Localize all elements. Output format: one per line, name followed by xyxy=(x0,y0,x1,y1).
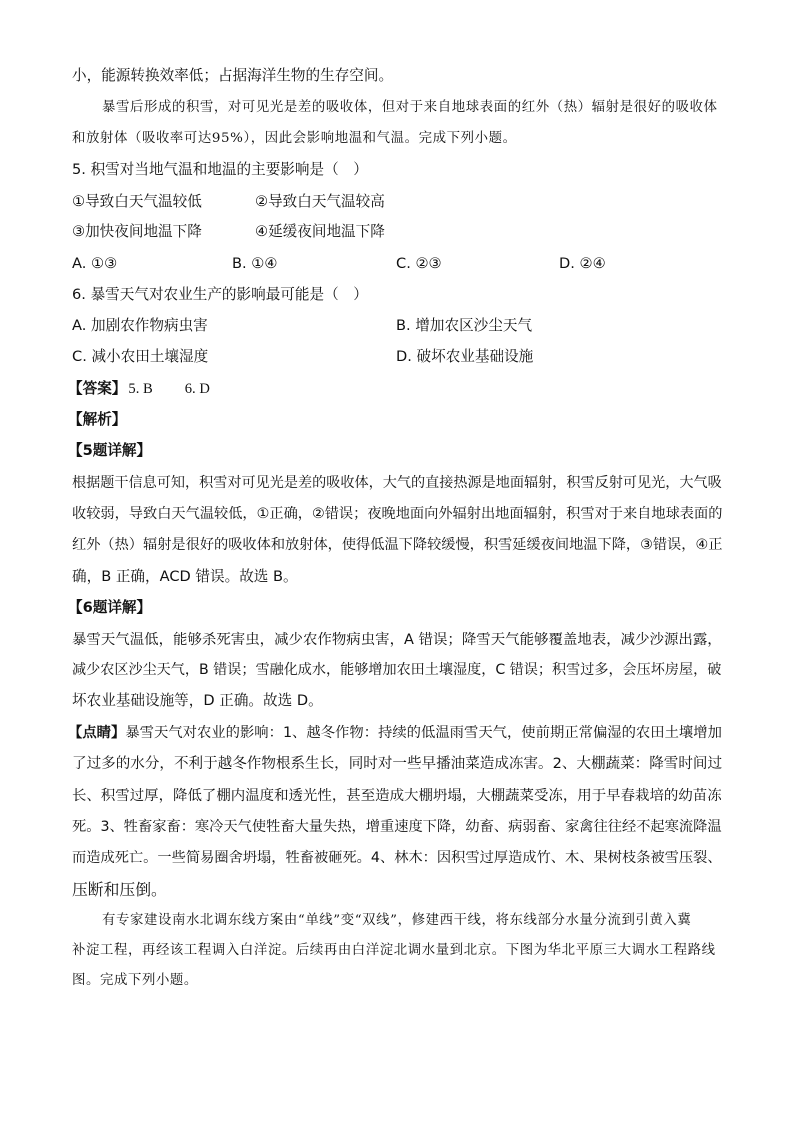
q5-option-a: A. ①③ xyxy=(72,255,118,272)
q5-option-b: B. ①④ xyxy=(232,255,278,272)
q5-item-4: ④延缓夜间地温下降 xyxy=(255,223,385,240)
q5-item-3: ③加快夜间地温下降 xyxy=(72,223,202,240)
next-material-line-1: 有专家建设南水北调东线方案由“单线”变“双线”，修建西干线，将东线部分水量分流到引黄入冀 xyxy=(102,913,692,928)
detail-5-line-1: 根据题干信息可知，积雪对可见光是差的吸收体，大气的直接热源是地面辐射，积雪反射可见光，大气吸 xyxy=(72,475,722,491)
tip-line-3: 长、积雪过厚，降低了棚内温度和透光性，甚至造成大棚坍塌，大棚蔬菜受冻，用于早春栽培的幼苗冻 xyxy=(72,788,722,804)
answer-label: 【答案】 xyxy=(68,380,127,397)
analysis-label: 【解析】 xyxy=(68,411,127,428)
detail-6-line-3: 坏农业基础设施等，D 正确。故选 D。 xyxy=(72,692,323,709)
detail-5-line-4: 确，B 正确，ACD 错误。故选 B。 xyxy=(72,568,298,585)
question-6-stem: 6. 暴雪天气对农业生产的影响最可能是（ ） xyxy=(72,286,368,303)
q6-option-c: C. 减小农田土壤湿度 xyxy=(72,348,209,365)
material-line-2: 和放射体（吸收率可达95%），因此会影响地温和气温。完成下列小题。 xyxy=(72,131,517,146)
detail-6-line-2: 减少农区沙尘天气，B 错误；雪融化成水，能够增加农田土壤湿度，C 错误；积雪过多，会压坏房屋，破 xyxy=(72,662,722,678)
next-material-line-2: 补淀工程，再经该工程调入白洋淀。后续再由白洋淀北调水量到北京。下图为华北平原三大调水工程路线 xyxy=(72,943,716,958)
material-line-1: 暴雪后形成的积雪，对可见光是差的吸收体，但对于来自地球表面的红外（热）辐射是很好的吸收体 xyxy=(102,100,718,115)
question-5-stem: 5. 积雪对当地气温和地温的主要影响是（ ） xyxy=(72,161,368,178)
detail-5-line-3: 红外（热）辐射是很好的吸收体和放射体，使得低温下降较缓慢，积雪延缓夜间地温下降，③错误，④正 xyxy=(72,537,723,553)
tip-line-2: 了过多的水分，不利于越冬作物根系生长，同时对一些早播油菜造成冻害。2、大棚蔬菜：降雪时间过 xyxy=(72,755,723,772)
detail-5-label: 【5题详解】 xyxy=(68,442,152,459)
tip-line-6: 压断和压倒。 xyxy=(72,880,167,899)
answer-6: 6. D xyxy=(184,381,210,397)
q5-option-c: C. ②③ xyxy=(396,255,442,272)
detail-6-line-1: 暴雪天气温低，能够杀死害虫，减少农作物病虫害，A 错误；降雪天气能够覆盖地表，减少沙源出露， xyxy=(72,632,722,648)
tip-line-1 xyxy=(68,723,722,743)
detail-5-line-2: 收较弱，导致白天气温较低，①正确，②错误；夜晚地面向外辐射出地面辐射，积雪对于来自地球表面的 xyxy=(72,506,723,522)
detail-6-label: 【6题详解】 xyxy=(68,599,152,616)
q5-option-d: D. ②④ xyxy=(559,255,606,272)
next-material-line-3: 图。完成下列小题。 xyxy=(72,973,198,988)
q5-item-2: ②导致白天气温较高 xyxy=(255,193,385,210)
answer-line xyxy=(68,379,210,399)
passage-tail: 小，能源转换效率低；占据海洋生物的生存空间。 xyxy=(72,67,394,84)
q6-option-d: D. 破坏农业基础设施 xyxy=(396,348,534,365)
tip-first: 暴雪天气对农业的影响：1、越冬作物：持续的低温雨雪天气，使前期正常偏湿的农田土壤增加 xyxy=(125,725,722,741)
answer-5: 5. B xyxy=(128,381,153,397)
q6-option-a: A. 加剧农作物病虫害 xyxy=(72,317,208,334)
q6-option-b: B. 增加农区沙尘天气 xyxy=(396,317,533,334)
tip-line-4: 死。3、牲畜家畜：寒冷天气使牲畜大量失热，增重速度下降，幼畜、病弱畜、家禽往往经不起寒流降温 xyxy=(72,819,722,835)
q5-item-1: ①导致白天气温较低 xyxy=(72,193,202,210)
tip-label: 【点睛】 xyxy=(68,725,126,741)
tip-line-5: 而造成死亡。一些简易圈舍坍塌，牲畜被砸死。4、林木：因积雪过厚造成竹、木、果树枝条被雪压裂、 xyxy=(72,850,722,866)
